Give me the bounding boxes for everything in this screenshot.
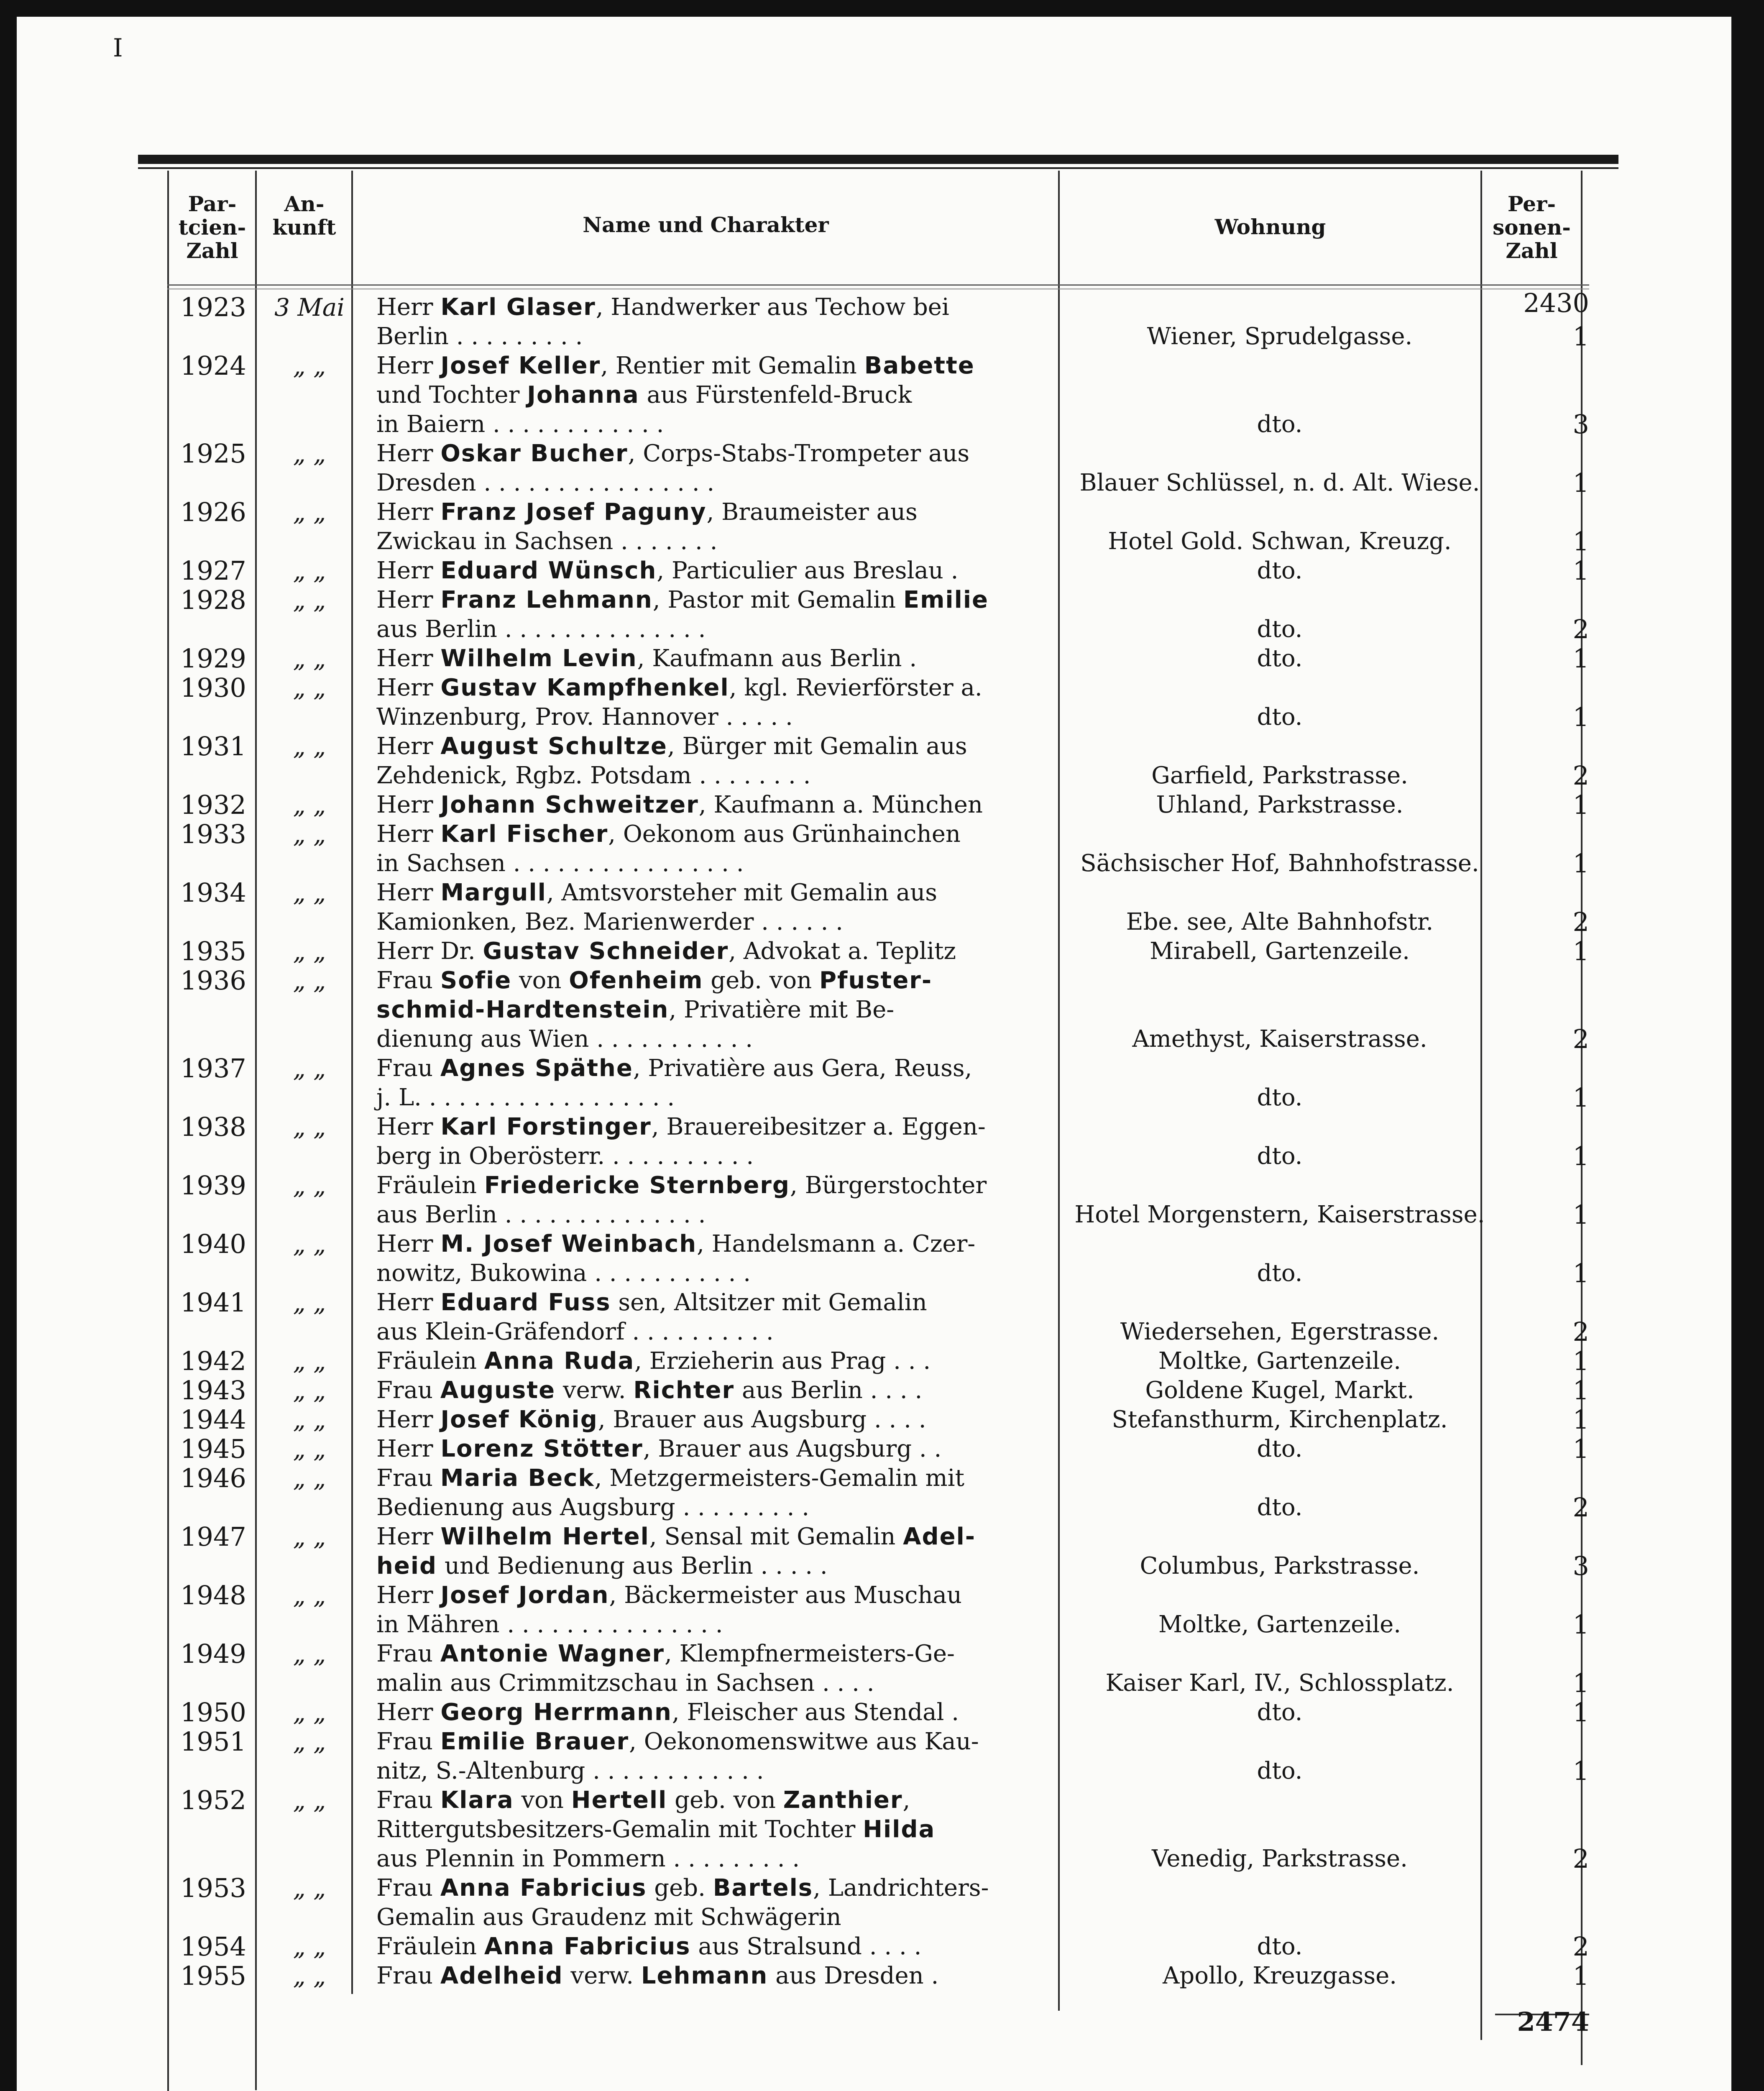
table-row [142, 1288, 1606, 1347]
arrival-date: „ „ [293, 1962, 326, 1990]
name-line: Herr Franz Josef Paguny, Braumeister aus [376, 498, 918, 526]
arrival-date: „ „ [293, 732, 326, 761]
persons-count: 1 [1572, 1697, 1589, 1728]
name-line: berg in Oberösterr. . . . . . . . . . . [376, 1143, 754, 1170]
arrival-date: „ „ [293, 1054, 326, 1083]
name-line: in Baiern . . . . . . . . . . . . [376, 411, 664, 438]
persons-count: 2 [1572, 1316, 1589, 1347]
arrival-date: „ „ [293, 352, 326, 380]
guest-name-and-character [376, 1376, 1062, 1405]
table-row [142, 1727, 1606, 1786]
table-row [142, 1932, 1606, 1961]
name-line: Herr Karl Glaser, Handwerker aus Techow bei [376, 294, 949, 321]
guest-name-and-character [376, 1230, 1062, 1288]
party-number: 1955 [180, 1961, 246, 1991]
persons-count: 2 [1572, 760, 1589, 791]
guest-name-and-character [376, 1581, 1062, 1639]
guest-name-and-character [376, 1786, 1062, 1874]
name-line: Rittergutsbesitzers-Gemalin mit Tochter Hilda [376, 1816, 936, 1843]
residence: dto. [1257, 1699, 1303, 1726]
carried-total: 2430 [1523, 288, 1589, 318]
persons-count: 1 [1572, 936, 1589, 966]
party-number: 1940 [180, 1229, 246, 1259]
guest-name-and-character [376, 1171, 1062, 1230]
residence: dto. [1257, 616, 1303, 643]
party-number: 1942 [180, 1346, 246, 1376]
table-row [142, 1464, 1606, 1522]
persons-count: 3 [1572, 409, 1589, 440]
name-line: Kamionken, Bez. Marienwerder . . . . . . [376, 908, 843, 936]
residence: Blauer Schlüssel, n. d. Alt. Wiese. [1079, 469, 1480, 496]
residence: Stefansthurm, Kirchenplatz. [1112, 1406, 1448, 1433]
residence: dto. [1257, 411, 1303, 438]
party-number: 1937 [180, 1053, 246, 1084]
table-row [142, 878, 1606, 937]
header-wohnung: Wohnung [1214, 215, 1326, 239]
persons-count: 3 [1572, 1551, 1589, 1581]
table-row [142, 1230, 1606, 1288]
name-line: Frau Sofie von Ofenheim geb. von Pfuster- [376, 967, 933, 994]
top-rule-thin [138, 167, 1618, 169]
persons-count: 1 [1572, 1756, 1589, 1786]
party-number: 1946 [180, 1463, 246, 1493]
guest-name-and-character [376, 790, 1062, 820]
persons-count: 2 [1572, 614, 1589, 644]
name-line: nowitz, Bukowina . . . . . . . . . . . [376, 1260, 751, 1287]
header-ankunft: An- kunft [272, 192, 336, 240]
guest-name-and-character [376, 585, 1062, 644]
residence: Uhland, Parkstrasse. [1156, 791, 1404, 818]
party-number: 1929 [180, 643, 246, 674]
residence: dto. [1257, 645, 1303, 672]
party-number: 1947 [180, 1521, 246, 1552]
party-number: 1952 [180, 1785, 246, 1815]
persons-count: 1 [1572, 1609, 1589, 1640]
party-number: 1943 [180, 1375, 246, 1406]
persons-count: 1 [1572, 1434, 1589, 1464]
name-line: Herr Margull, Amtsvorsteher mit Gemalin aus [376, 879, 938, 906]
arrival-date: „ „ [293, 1464, 326, 1493]
residence: dto. [1257, 1494, 1303, 1521]
guest-name-and-character [376, 1932, 1062, 1961]
guest-name-and-character [376, 1347, 1062, 1376]
table-row [142, 1874, 1606, 1932]
name-line: heid und Bedienung aus Berlin . . . . . [376, 1552, 828, 1580]
party-number: 1926 [180, 497, 246, 527]
guest-name-and-character [376, 1434, 1062, 1464]
page-marker: I [113, 33, 123, 63]
persons-count: 1 [1572, 1375, 1589, 1406]
name-line: in Mähren . . . . . . . . . . . . . . . [376, 1611, 723, 1638]
guest-name-and-character [376, 556, 1062, 585]
arrival-date: „ „ [293, 1933, 326, 1961]
guest-name-and-character [376, 1874, 1062, 1932]
arrival-date: „ „ [293, 1728, 326, 1756]
persons-count: 2 [1572, 907, 1589, 937]
residence: Goldene Kugel, Markt. [1145, 1377, 1414, 1404]
name-line: Herr August Schultze, Bürger mit Gemalin aus [376, 733, 967, 760]
table-row [142, 1171, 1606, 1230]
table-row [142, 1434, 1606, 1464]
arrival-date: „ „ [293, 586, 326, 614]
residence: Moltke, Gartenzeile. [1158, 1347, 1401, 1375]
persons-count: 1 [1572, 1404, 1589, 1435]
persons-count: 1 [1572, 1199, 1589, 1230]
party-number: 1950 [180, 1697, 246, 1728]
arrival-date: „ „ [293, 937, 326, 966]
persons-count: 1 [1572, 321, 1589, 352]
residence: Kaiser Karl, IV., Schlossplatz. [1105, 1669, 1454, 1697]
name-line: Herr M. Josef Weinbach, Handelsmann a. Czer- [376, 1230, 976, 1258]
table-row [142, 1639, 1606, 1698]
header-personen-zahl: Per- sonen- Zahl [1493, 192, 1571, 263]
guest-name-and-character [376, 937, 1062, 966]
persons-count: 1 [1572, 1082, 1589, 1113]
guest-name-and-character [376, 644, 1062, 673]
top-rule [138, 155, 1618, 164]
arrival-date: „ „ [293, 498, 326, 527]
arrival-date: „ „ [293, 674, 326, 702]
table-row [142, 1405, 1606, 1434]
table-row [142, 439, 1606, 498]
name-line: aus Berlin . . . . . . . . . . . . . . [376, 1201, 706, 1228]
residence: Hotel Gold. Schwan, Kreuzg. [1108, 528, 1452, 555]
name-line: Herr Karl Fischer, Oekonom aus Grünhainchen [376, 821, 961, 848]
persons-count: 1 [1572, 526, 1589, 557]
table-row [142, 732, 1606, 790]
name-line: Frau Adelheid verw. Lehmann aus Dresden . [376, 1962, 939, 1989]
table-row [142, 1054, 1606, 1112]
party-number: 1948 [180, 1580, 246, 1610]
table-row [142, 1698, 1606, 1727]
party-number: 1939 [180, 1170, 246, 1201]
party-number: 1935 [180, 936, 246, 966]
arrival-date: „ „ [293, 791, 326, 819]
name-line: Herr Gustav Kampfhenkel, kgl. Revierförster a. [376, 674, 982, 701]
arrival-date: „ „ [293, 1376, 326, 1405]
guest-name-and-character [376, 1112, 1062, 1171]
party-number: 1945 [180, 1434, 246, 1464]
name-line: Frau Anna Fabricius geb. Bartels, Landrichters- [376, 1874, 989, 1902]
guest-name-and-character [376, 1288, 1062, 1347]
name-line: Zwickau in Sachsen . . . . . . . [376, 528, 718, 555]
arrival-date: „ „ [293, 1171, 326, 1200]
party-number: 1932 [180, 790, 246, 820]
persons-count: 2 [1572, 1492, 1589, 1523]
party-number: 1938 [180, 1112, 246, 1142]
arrival-date: „ „ [293, 879, 326, 907]
name-line: Herr Eduard Wünsch, Particulier aus Breslau . [376, 557, 959, 584]
table-row [142, 1376, 1606, 1405]
arrival-date: „ „ [293, 1874, 326, 1902]
guest-name-and-character [376, 820, 1062, 878]
name-line: Dresden . . . . . . . . . . . . . . . . [376, 469, 715, 496]
party-number: 1930 [180, 672, 246, 703]
persons-count: 1 [1572, 702, 1589, 732]
register-page [17, 17, 1731, 2091]
party-number: 1936 [180, 965, 246, 996]
guest-name-and-character [376, 1054, 1062, 1112]
party-number: 1934 [180, 877, 246, 908]
persons-count: 1 [1572, 1346, 1589, 1376]
table-row [142, 1581, 1606, 1639]
party-number: 1933 [180, 819, 246, 849]
arrival-date: „ „ [293, 1288, 326, 1317]
guest-name-and-character [376, 293, 1062, 351]
arrival-date: „ „ [293, 1406, 326, 1434]
table-row [142, 966, 1606, 1054]
name-line: aus Plennin in Pommern . . . . . . . . . [376, 1845, 800, 1872]
table-row [142, 1112, 1606, 1171]
residence: Sächsischer Hof, Bahnhofstrasse. [1080, 850, 1479, 877]
name-line: Frau Emilie Brauer, Oekonomenswitwe aus Kau- [376, 1728, 979, 1755]
name-line: nitz, S.-Altenburg . . . . . . . . . . . . [376, 1757, 764, 1784]
name-line: Fräulein Friedericke Sternberg, Bürgerstochter [376, 1172, 987, 1199]
persons-count: 1 [1572, 555, 1589, 586]
residence: dto. [1257, 703, 1303, 731]
table-row [142, 644, 1606, 673]
name-line: malin aus Crimmitzschau in Sachsen . . . . [376, 1669, 874, 1697]
arrival-date: „ „ [293, 1230, 326, 1258]
table-row [142, 293, 1606, 351]
party-number: 1949 [180, 1639, 246, 1669]
name-line: dienung aus Wien . . . . . . . . . . . [376, 1025, 753, 1053]
name-line: Frau Agnes Späthe, Privatière aus Gera, Reuss, [376, 1055, 972, 1082]
party-number: 1953 [180, 1873, 246, 1903]
arrival-date: „ „ [293, 1347, 326, 1375]
residence: Moltke, Gartenzeile. [1158, 1611, 1401, 1638]
table-row [142, 556, 1606, 585]
residence: Venedig, Parkstrasse. [1152, 1845, 1408, 1872]
guest-name-and-character [376, 732, 1062, 790]
table-row [142, 1522, 1606, 1581]
residence: dto. [1257, 1757, 1303, 1784]
name-line: Herr Josef König, Brauer aus Augsburg . . . . [376, 1406, 926, 1433]
name-line: aus Berlin . . . . . . . . . . . . . . [376, 616, 706, 643]
guest-name-and-character [376, 1522, 1062, 1581]
party-number: 1941 [180, 1287, 246, 1318]
table-row [142, 820, 1606, 878]
name-line: Herr Franz Lehmann, Pastor mit Gemalin Emilie [376, 586, 989, 613]
table-row [142, 673, 1606, 732]
table-row [142, 1347, 1606, 1376]
guest-name-and-character [376, 498, 1062, 556]
name-line: Herr Oskar Bucher, Corps-Stabs-Trompeter aus [376, 440, 970, 467]
name-line: Herr Dr. Gustav Schneider, Advokat a. Teplitz [376, 938, 956, 965]
residence: Wiener, Sprudelgasse. [1147, 323, 1413, 350]
guest-name-and-character [376, 439, 1062, 498]
arrival-date: „ „ [293, 1698, 326, 1727]
header-name-und-charakter: Name und Charakter [583, 212, 829, 237]
party-number: 1944 [180, 1404, 246, 1435]
header-rule [167, 284, 1589, 286]
residence: Ebe. see, Alte Bahnhofstr. [1126, 908, 1434, 936]
guest-name-and-character [376, 1698, 1062, 1727]
name-line: Bedienung aus Augsburg . . . . . . . . . [376, 1494, 810, 1521]
arrival-date: „ „ [293, 644, 326, 673]
arrival-date: „ „ [293, 1581, 326, 1610]
name-line: Herr Karl Forstinger, Brauereibesitzer a. Eggen- [376, 1113, 986, 1140]
guest-name-and-character [376, 878, 1062, 937]
persons-count: 1 [1572, 643, 1589, 674]
table-row [142, 790, 1606, 820]
name-line: Winzenburg, Prov. Hannover . . . . . [376, 703, 793, 731]
arrival-date: „ „ [293, 1113, 326, 1141]
persons-count: 1 [1572, 1258, 1589, 1288]
party-number: 1925 [180, 438, 246, 469]
table-row [142, 585, 1606, 644]
name-line: Frau Maria Beck, Metzgermeisters-Gemalin mit [376, 1465, 964, 1492]
persons-count: 1 [1572, 1668, 1589, 1698]
residence: dto. [1257, 1435, 1303, 1462]
residence: dto. [1257, 1143, 1303, 1170]
table-row [142, 937, 1606, 966]
residence: Mirabell, Gartenzeile. [1150, 938, 1410, 965]
name-line: Herr Lorenz Stötter, Brauer aus Augsburg . . [376, 1435, 942, 1462]
name-line: Frau Antonie Wagner, Klempfnermeisters-Ge- [376, 1640, 955, 1667]
name-line: Frau Klara von Hertell geb. von Zanthier, [376, 1787, 910, 1814]
residence: dto. [1257, 557, 1303, 584]
name-line: aus Klein-Gräfendorf . . . . . . . . . . [376, 1318, 774, 1345]
name-line: und Tochter Johanna aus Fürstenfeld-Bruck [376, 381, 912, 409]
residence: Columbus, Parkstrasse. [1140, 1552, 1420, 1580]
arrival-date: „ „ [293, 1786, 326, 1815]
table-row [142, 1786, 1606, 1874]
name-line: Herr Wilhelm Hertel, Sensal mit Gemalin Adel- [376, 1523, 976, 1550]
guest-name-and-character [376, 673, 1062, 732]
name-line: Gemalin aus Graudenz mit Schwägerin [376, 1904, 841, 1931]
name-line: Herr Josef Keller, Rentier mit Gemalin Babette [376, 352, 975, 379]
guest-name-and-character [376, 1405, 1062, 1434]
name-line: Herr Josef Jordan, Bäckermeister aus Muschau [376, 1582, 962, 1609]
party-number: 1927 [180, 555, 246, 586]
guest-name-and-character [376, 1727, 1062, 1786]
guest-name-and-character [376, 1639, 1062, 1698]
name-line: Berlin . . . . . . . . . [376, 323, 583, 350]
table-row [142, 1961, 1606, 1991]
arrival-date: „ „ [293, 440, 326, 468]
name-line: Herr Wilhelm Levin, Kaufmann aus Berlin . [376, 645, 917, 672]
name-line: schmid-Hardtenstein, Privatière mit Be- [376, 996, 895, 1023]
persons-count: 2 [1572, 1843, 1589, 1874]
party-number: 1928 [180, 585, 246, 615]
name-line: Herr Georg Herrmann, Fleischer aus Stendal . [376, 1699, 959, 1726]
persons-count: 1 [1572, 848, 1589, 879]
table-row [142, 498, 1606, 556]
name-line: Fräulein Anna Fabricius aus Stralsund . . . . [376, 1933, 922, 1960]
persons-count: 1 [1572, 790, 1589, 820]
guest-name-and-character [376, 1464, 1062, 1522]
residence: Wiedersehen, Egerstrasse. [1120, 1318, 1439, 1345]
guest-name-and-character [376, 1961, 1062, 1991]
name-line: in Sachsen . . . . . . . . . . . . . . . . [376, 850, 744, 877]
persons-count: 1 [1572, 468, 1589, 498]
arrival-date: „ „ [293, 820, 326, 849]
name-line: Zehdenick, Rgbz. Potsdam . . . . . . . . [376, 762, 811, 789]
arrival-date: 3 Mai [274, 293, 345, 322]
persons-count: 1 [1572, 1961, 1589, 1991]
persons-count: 1 [1572, 1141, 1589, 1171]
party-number: 1931 [180, 731, 246, 762]
arrival-date: „ „ [293, 1435, 326, 1463]
residence: Amethyst, Kaiserstrasse. [1132, 1025, 1427, 1053]
residence: Hotel Morgenstern, Kaiserstrasse. [1074, 1201, 1485, 1228]
residence: Garfield, Parkstrasse. [1151, 762, 1408, 789]
name-line: Herr Johann Schweitzer, Kaufmann a. München [376, 791, 983, 818]
name-line: Herr Eduard Fuss sen, Altsitzer mit Gemalin [376, 1289, 927, 1316]
arrival-date: „ „ [293, 1640, 326, 1668]
name-line: Fräulein Anna Ruda, Erzieherin aus Prag . . . [376, 1347, 931, 1375]
party-number: 1954 [180, 1931, 246, 1962]
residence: dto. [1257, 1260, 1303, 1287]
arrival-date: „ „ [293, 966, 326, 995]
arrival-date: „ „ [293, 557, 326, 585]
persons-count: 2 [1572, 1024, 1589, 1054]
arrival-date: „ „ [293, 1523, 326, 1551]
party-number: 1924 [180, 350, 246, 381]
name-line: j. L. . . . . . . . . . . . . . . . . . [376, 1084, 675, 1111]
guest-name-and-character [376, 966, 1062, 1054]
residence: dto. [1257, 1933, 1303, 1960]
party-number: 1923 [180, 292, 246, 322]
guest-name-and-character [376, 351, 1062, 439]
party-number: 1951 [180, 1726, 246, 1757]
header-parteien-zahl: Par- tcien- Zahl [178, 192, 246, 263]
name-line: Frau Auguste verw. Richter aus Berlin . . . . [376, 1377, 923, 1404]
page-total: 2474 [1517, 2007, 1589, 2037]
residence: dto. [1257, 1084, 1303, 1111]
persons-count: 2 [1572, 1931, 1589, 1962]
table-row [142, 351, 1606, 439]
residence: Apollo, Kreuzgasse. [1162, 1962, 1397, 1989]
